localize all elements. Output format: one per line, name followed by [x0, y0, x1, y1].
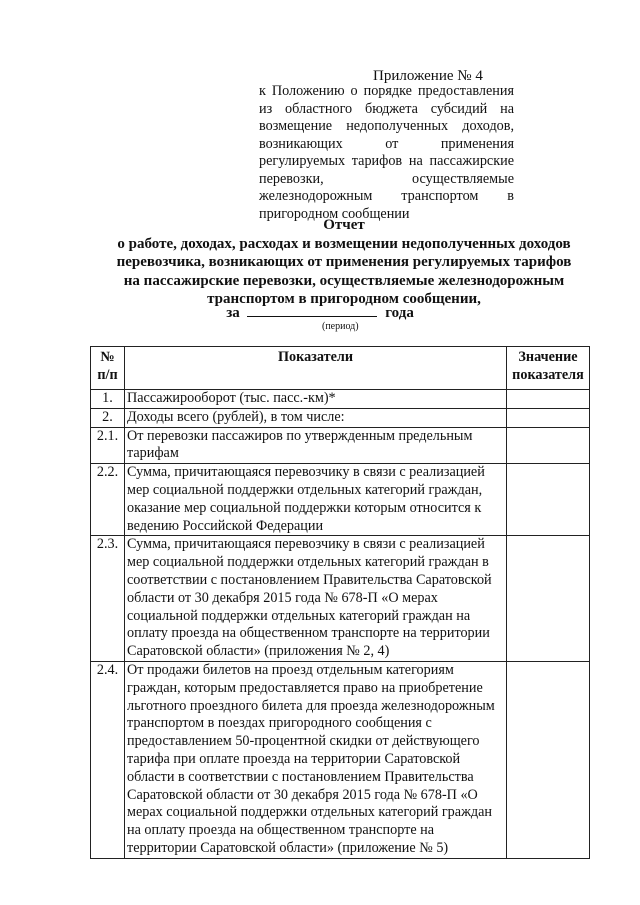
appendix-line: к Положению о порядке предоставления [259, 83, 514, 99]
row-indicator: Доходы всего (рублей), в том числе: [125, 408, 507, 427]
row-indicator: Пассажирооборот (тыс. пасс.-км)* [125, 390, 507, 409]
table-row [91, 408, 590, 427]
header-indicator: Показатели [125, 347, 507, 390]
indicators-table [90, 346, 590, 859]
report-heading [60, 216, 628, 309]
row-number: 2.2. [91, 464, 125, 536]
report-title: Отчет [323, 217, 365, 233]
table-row [91, 464, 590, 536]
row-value-cell[interactable] [507, 427, 590, 464]
report-subtitle-line: транспортом в пригородном сообщении, [207, 291, 481, 308]
report-subtitle-line: перевозчика, возникающих от применения регулируемых тарифов [116, 254, 572, 271]
appendix-line: недополученных доходов, возникающих от применения [259, 118, 515, 152]
row-value-cell[interactable] [507, 408, 590, 427]
appendix-body [259, 83, 514, 223]
row-number: 2.4. [91, 661, 125, 858]
period-caption: (период) [322, 321, 359, 332]
period-prefix: за [226, 305, 240, 321]
table-row [91, 427, 590, 464]
row-value-cell[interactable] [507, 661, 590, 858]
header-value: Значение показателя [507, 347, 590, 390]
row-value-cell[interactable] [507, 536, 590, 662]
report-subtitle-line: на пассажирские перевозки, осуществляемые железнодорожным [123, 272, 565, 289]
appendix-line: из областного бюджета субсидий на возмещение [259, 100, 514, 134]
appendix-line: в пригородном сообщении [259, 188, 514, 222]
row-indicator: От перевозки пассажиров по утвержденным предельным тарифам [125, 427, 507, 464]
table-row [91, 536, 590, 662]
row-value-cell[interactable] [507, 390, 590, 409]
table-row [91, 661, 590, 858]
appendix-title: Приложение № 4 [373, 68, 483, 84]
table-row [91, 390, 590, 409]
table-header-row [91, 347, 590, 390]
row-value-cell[interactable] [507, 464, 590, 536]
row-number: 2.3. [91, 536, 125, 662]
row-number: 2. [91, 408, 125, 427]
report-subtitle-line: о работе, доходах, расходах и возмещении недополученных доходов [117, 235, 571, 252]
row-number: 1. [91, 390, 125, 409]
appendix-line: осуществляемые железнодорожным транспортом [259, 170, 514, 204]
row-number: 2.1. [91, 427, 125, 464]
appendix-line: регулируемых тарифов на пассажирские перевозки, [259, 153, 514, 187]
period-blank-field[interactable] [247, 304, 377, 317]
row-indicator: От продажи билетов на проезд отдельным категориям граждан, которым предоставляется право на приобретение льготного проездного билета для проезда железнодорожным транспортом в поездах пригородного сообщения с предоставлением 50-процентной скидки от действующего тарифа при оплате проезда на территории Саратовской области в соответствии с постановлением Правительства Саратовской области от 30 декабря 2015 года № 678-П «О мерах социальной поддержки отдельных категорий граждан на оплату проезда на общественном транспорте на территории Саратовской области» (приложение № 5) [125, 661, 507, 858]
row-indicator: Сумма, причитающаяся перевозчику в связи с реализацией мер социальной поддержки отдельных категорий граждан, оказание мер социальной поддержки которым относится к ведению Российской Федерации [125, 464, 507, 536]
period-line [0, 304, 640, 322]
row-indicator: Сумма, причитающаяся перевозчику в связи с реализацией мер социальной поддержки отдельных категорий граждан в соответствии с постановлением Правительства Саратовской области от 30 декабря 2015 года № 678-П «О мерах социальной поддержки отдельных категорий граждан на оплату проезда на общественном транспорте на территории Саратовской области» (приложения № 2, 4) [125, 536, 507, 662]
period-suffix: года [385, 305, 414, 321]
header-number: № п/п [91, 347, 125, 390]
